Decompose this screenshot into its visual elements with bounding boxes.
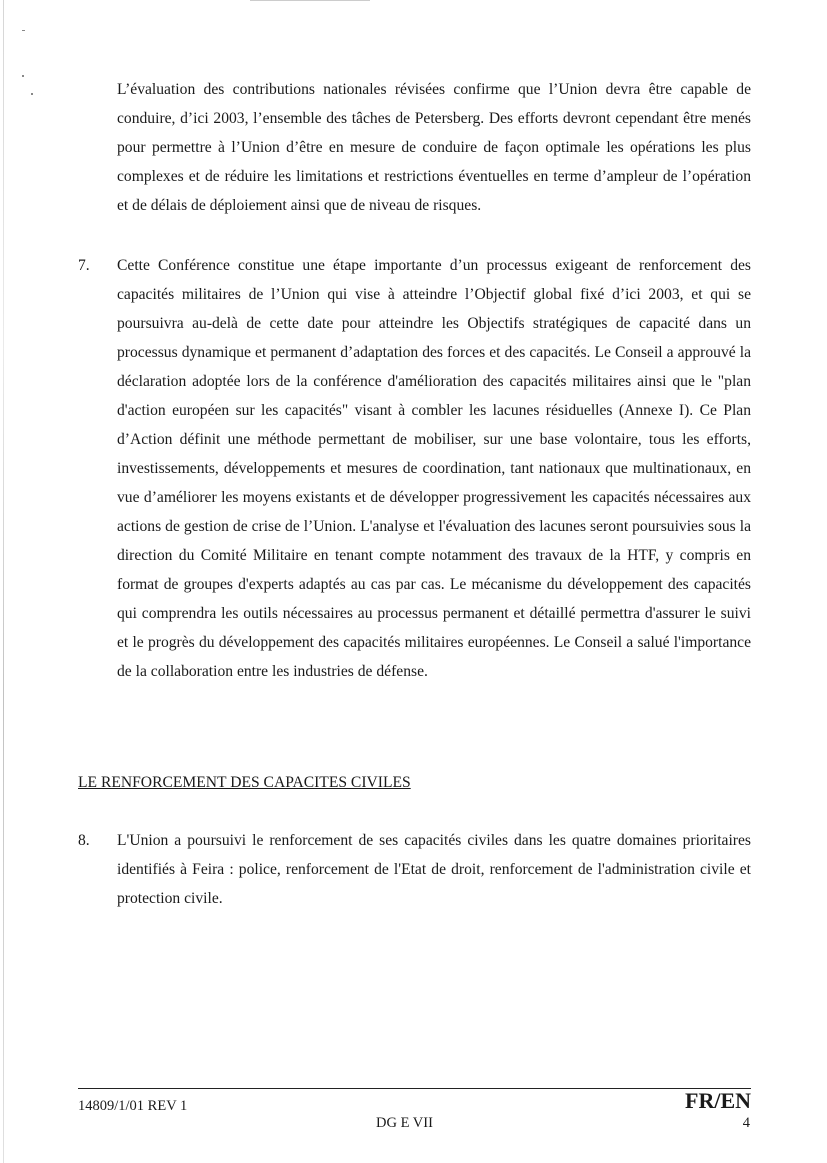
item-8-paragraph: L'Union a poursuivi le renforcement de ses capacités civiles dans les quatre domaines prioritaires identifiés à Feira : police, renforcement de l'Etat de droit, renforcement de l'administration civile et protection civile. bbox=[117, 832, 751, 907]
intro-paragraph: L’évaluation des contributions nationales révisées confirme que l’Union devra être capable de conduire, d’ici 2003, l’ensemble des tâches de Petersberg. Des efforts devront cependant être menés pour permettre à l’Union d’être en mesure de conduire de façon optimale les opérations les plus complexes et de réduire les limitations et restrictions éventuelles en terme d’ampleur de l’opération et de délais de déploiement ainsi que de niveau de risques. bbox=[117, 81, 751, 214]
item-7-paragraph: Cette Conférence constitue une étape importante d’un processus exigeant de renforcement des capacités militaires de l’Union qui vise à atteindre l’Objectif global fixé d’ici 2003, et qui se poursuivra au-delà de cette date pour atteindre les Objectifs stratégiques de capacité dans un processus dynamique et permanent d’adaptation des forces et des capacités. Le Conseil a approuvé la déclaration adoptée lors de la conférence d'amélioration des capacités militaires ainsi que le "plan d'action européen sur les capacités" visant à combler les lacunes résiduelles (Annexe I). Ce Plan d’Action définit une méthode permettant de mobiliser, sur une base volontaire, tous les efforts, investissements, développements et mesures de coordination, tant nationaux que multinationaux, en vue d’améliorer les moyens existants et de développer progressivement les capacités nécessaires aux actions de gestion de crise de l’Union. L'analyse et l'évaluation des lacunes seront poursuivies sous la direction du Comité Militaire en tenant compte notamment des travaux de la HTF, y compris en format de groupes d'experts adaptés au cas par cas. Le mécanisme du développement des capacités qui comprendra les outils nécessaires au processus permanent et détaillé permettra d'assurer le suivi et le progrès du développement des capacités militaires européennes. Le Conseil a salué l'importance de la collaboration entre les industries de défense. bbox=[117, 257, 751, 680]
document-reference: 14809/1/01 REV 1 bbox=[78, 1098, 188, 1114]
section-heading: LE RENFORCEMENT DES CAPACITES CIVILES bbox=[78, 774, 411, 791]
scan-speck bbox=[22, 30, 25, 31]
scan-speck bbox=[31, 93, 33, 95]
language-code: FR/EN bbox=[685, 1088, 751, 1113]
scan-top-artifact bbox=[250, 0, 370, 1]
item-number-7: 7. bbox=[78, 257, 90, 274]
page-number: 4 bbox=[742, 1115, 750, 1131]
item-number-8: 8. bbox=[78, 832, 90, 849]
directorate-label: DG E VII bbox=[376, 1115, 433, 1131]
scan-edge-artifact bbox=[3, 0, 4, 1163]
footer-divider bbox=[78, 1088, 751, 1089]
scan-speck bbox=[22, 75, 24, 77]
